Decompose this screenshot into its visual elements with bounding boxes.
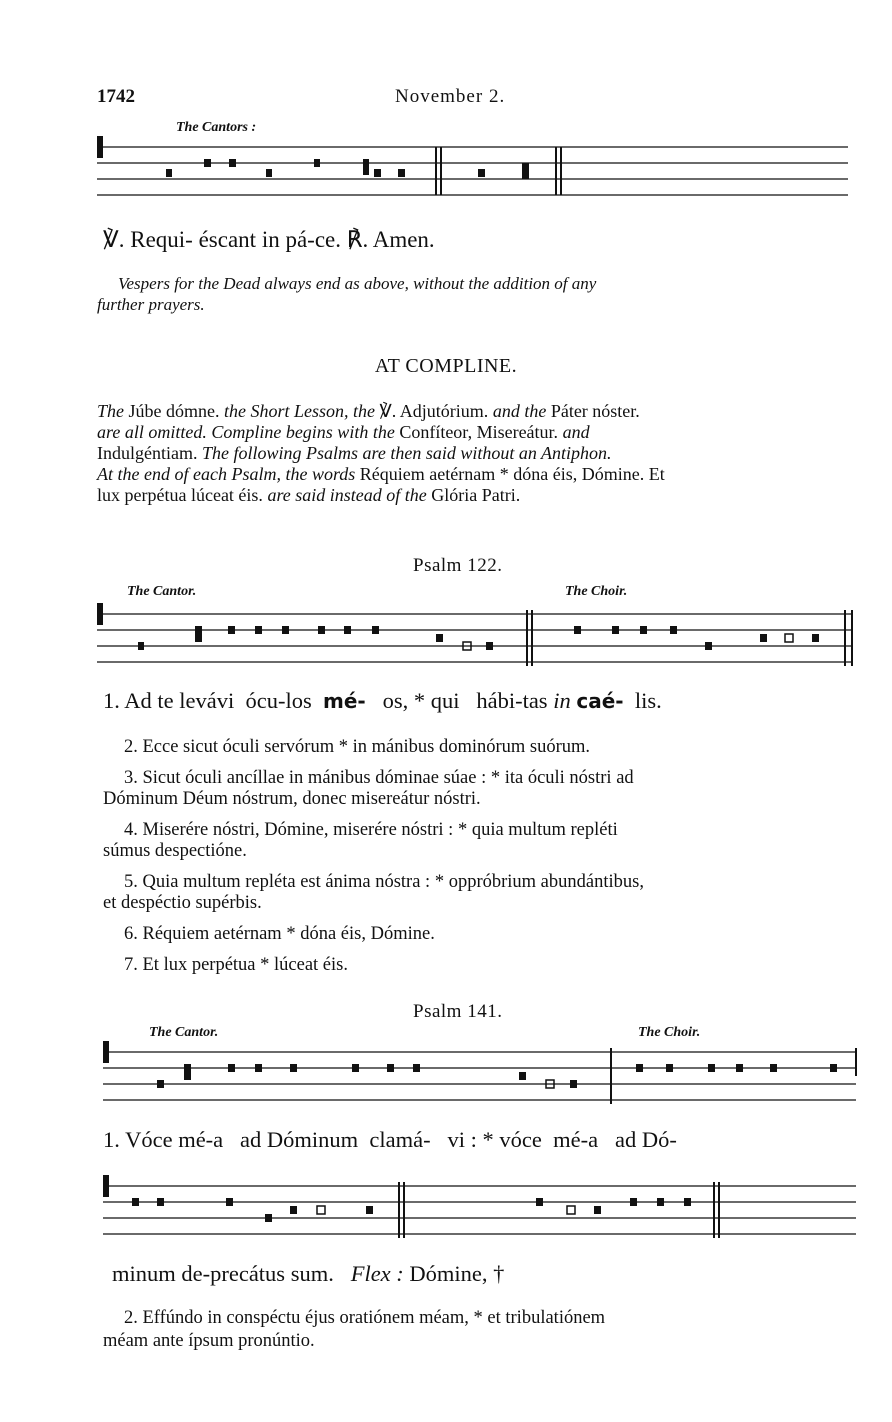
psalm-122-verse-5-cont: et despéctio supérbis. [103,893,262,913]
psalm-122-verse-2: 2. Ecce sicut óculi servórum * in mánibus dominórum suórum. [124,737,591,757]
psalm-141-chant-text-1: 1. Vóce mé-a ad Dóminum clamá- vi : * vóce mé-a ad Dó- [103,1127,677,1152]
cantors-label: The Cantors : [176,120,257,135]
page-number: 1742 [97,86,135,107]
choir-label: The Choir. [638,1025,701,1040]
psalm-122-verse-3: 3. Sicut óculi ancíllae in mánibus dóminae súae : * ita óculi nóstri ad [124,768,634,788]
psalm-122-verse-4: 4. Miserére nóstri, Dómine, miserére nóstri : * quia multum repléti [124,820,618,840]
psalm-141-title: Psalm 141. [413,1001,503,1022]
cantor-label: The Cantor. [149,1025,219,1040]
instruction-line-4: At the end of each Psalm, the words Réquiem aetérnam * dóna éis, Dómine. Et [97,464,665,484]
psalm-122-verse-7: 7. Et lux perpétua * lúceat éis. [124,955,348,975]
psalm-122-verse-4-cont: súmus despectióne. [103,841,247,861]
instruction-line-2: are all omitted. Compline begins with the Confíteor, Misereátur. and [97,422,590,442]
instruction-line-5: lux perpétua lúceat éis. are said instead of the Glória Patri. [97,485,521,505]
instruction-line-3: Indulgéntiam. The following Psalms are then said without an Antiphon. [97,443,612,463]
cantor-label: The Cantor. [127,584,197,599]
psalm-141-verse-2: 2. Effúndo in conspéctu éjus oratiónem méam, * et tribulatiónem [124,1308,606,1328]
psalm-141-verse-2-cont: méam ante ípsum pronúntio. [103,1331,315,1351]
rubric-line: further prayers. [97,295,205,314]
page-date: November 2. [395,86,506,107]
choir-label: The Choir. [565,584,628,599]
psalm-122-chant-text: 1. Ad te levávi ócu-los mé- os, * qui hábi-tas in caé- lis. [103,688,662,713]
compline-heading: AT COMPLINE. [374,355,518,377]
rubric-line: Vespers for the Dead always end as above, without the addition of any [118,274,597,293]
psalm-122-verse-6: 6. Réquiem aetérnam * dóna éis, Dómine. [124,924,435,944]
psalm-122-verse-5: 5. Quia multum repléta est ánima nóstra : * oppróbrium abundántibus, [124,872,644,892]
chant1-verse: ℣. Requi- éscant in pá-ce. ℟. Amen. [103,227,435,252]
psalm-122-verse-3-cont: Dóminum Déum nóstrum, donec misereátur nóstri. [103,789,481,809]
psalm-141-chant-text-2: minum de-precátus sum. Flex : Dómine, † [112,1261,505,1286]
psalm-122-title: Psalm 122. [413,555,503,576]
instruction-line-1: The Júbe dómne. the Short Lesson, the ℣. Adjutórium. and the Páter nóster. [97,401,640,421]
